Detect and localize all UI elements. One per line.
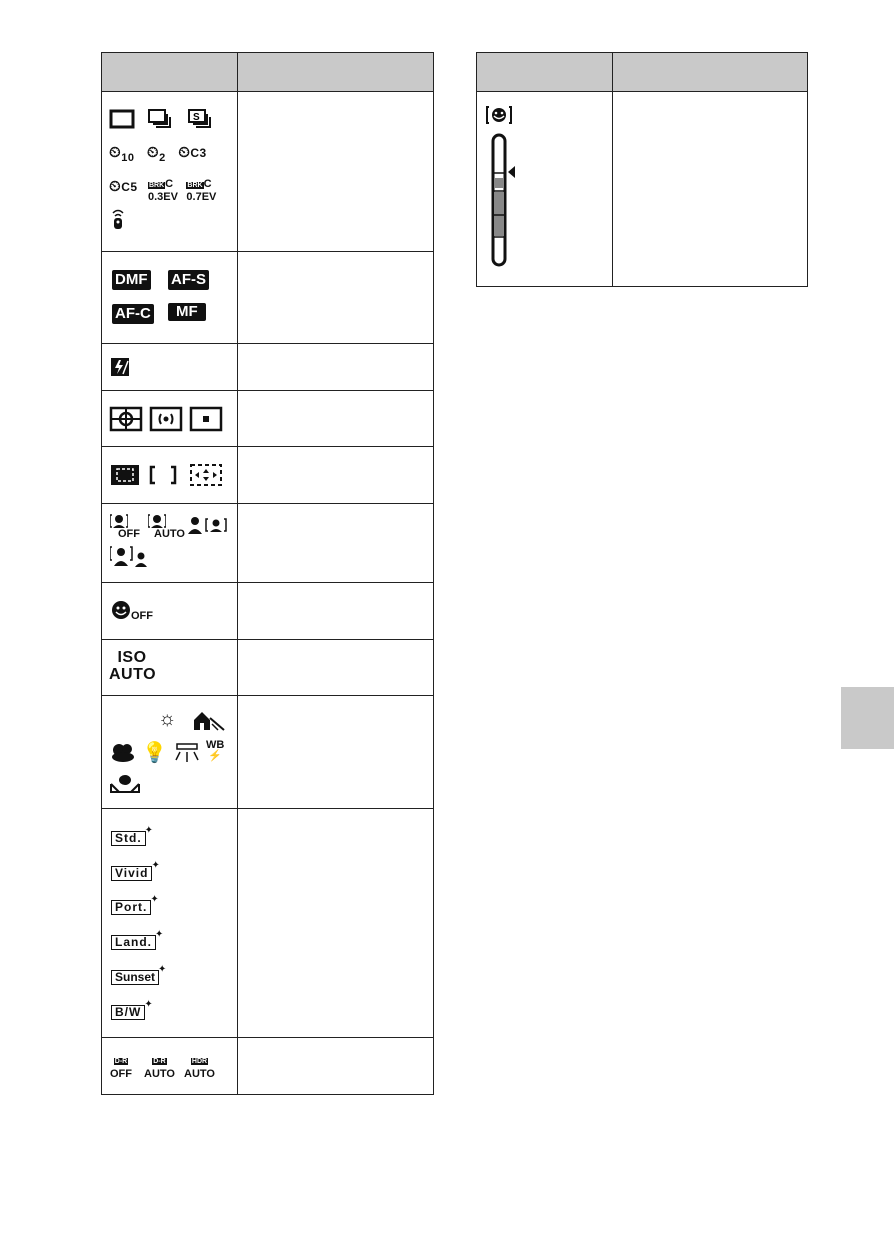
bracket-c-label: C xyxy=(203,178,212,190)
face-off-label: OFF xyxy=(118,528,140,540)
drive-mode-icons xyxy=(109,108,219,132)
custom-wb-icon xyxy=(109,774,141,794)
header-display-col xyxy=(102,53,238,92)
table-row xyxy=(102,344,434,391)
self-timer-c3: C3 xyxy=(190,146,207,160)
fluorescent-icon xyxy=(174,742,200,764)
svg-text:S: S xyxy=(193,112,200,123)
iso-label: ISO xyxy=(117,649,147,666)
bracket-07ev: 0.7EV xyxy=(186,191,217,203)
self-timer-c5: C5 xyxy=(121,180,138,194)
style-standard: Std. xyxy=(111,831,146,846)
flash-wb-icon: WB ⚡ xyxy=(206,739,225,762)
style-bw: B/W xyxy=(111,1005,145,1020)
registered-faces-icon xyxy=(188,516,228,536)
bracket-icons: ⏲C5 BRKC 0.3EV BRKC 0.7EV xyxy=(109,178,217,203)
self-timer-icons: $⏲_{10}$ $⏲_2$ ⏲C3 xyxy=(109,144,207,164)
focus-area-icons xyxy=(109,463,229,487)
creative-style-list: Std.✦ Vivid✦ Port.✦ Land.✦ Sunset✦ B/W✦ xyxy=(102,809,237,1037)
table-row xyxy=(102,1038,434,1095)
hdr-auto-icon: HDR AUTO xyxy=(184,1058,215,1080)
focus-mf: MF xyxy=(168,303,206,321)
metering-mode-icons xyxy=(109,406,229,432)
right-icon-table xyxy=(476,52,808,287)
smile-shutter-icon xyxy=(111,600,131,620)
smile-off-label: OFF xyxy=(131,610,153,622)
flash-compensation-icon xyxy=(111,358,129,376)
focus-dmf: DMF xyxy=(112,270,151,290)
table-row xyxy=(102,696,434,809)
daylight-icon: ☼ xyxy=(158,708,177,730)
self-timer-2: 2 xyxy=(159,152,166,164)
table-row xyxy=(102,252,434,344)
focus-af-c: AF-C xyxy=(112,304,154,324)
bracket-c-label: C xyxy=(165,178,174,190)
registered-face-priority-icon xyxy=(110,546,150,568)
table-row xyxy=(102,809,434,1038)
table-row xyxy=(102,92,434,252)
table-row xyxy=(102,583,434,640)
dro-off-icon: D-R OFF xyxy=(110,1058,132,1080)
table-row xyxy=(102,504,434,583)
incandescent-icon: 💡 xyxy=(142,742,167,764)
cloudy-icon xyxy=(111,742,135,762)
smile-detection-sensitivity-indicator xyxy=(486,105,516,267)
table-row xyxy=(102,447,434,504)
table-row xyxy=(102,640,434,696)
header-display-col xyxy=(477,53,613,92)
focus-af-s: AF-S xyxy=(168,270,209,290)
shade-icon xyxy=(190,710,226,732)
right-table-header xyxy=(477,53,808,92)
style-sunset: Sunset xyxy=(111,970,159,985)
style-vivid: Vivid xyxy=(111,866,152,881)
face-auto-label: AUTO xyxy=(154,528,185,540)
left-table-header xyxy=(102,53,434,92)
table-row xyxy=(477,92,808,287)
style-portrait: Port. xyxy=(111,900,151,915)
bracket-03ev: 0.3EV xyxy=(148,191,178,203)
remote-icon xyxy=(111,208,125,230)
header-indication-col xyxy=(612,53,807,92)
left-icon-table xyxy=(101,52,434,1095)
iso-auto-icon xyxy=(109,649,155,683)
iso-auto-label: AUTO xyxy=(109,666,157,683)
self-timer-10: 10 xyxy=(121,152,135,164)
chapter-side-tab xyxy=(841,687,894,749)
table-row xyxy=(102,391,434,447)
style-landscape: Land. xyxy=(111,935,156,950)
dro-auto-icon: D-R AUTO xyxy=(144,1058,175,1080)
header-indication-col xyxy=(237,53,433,92)
